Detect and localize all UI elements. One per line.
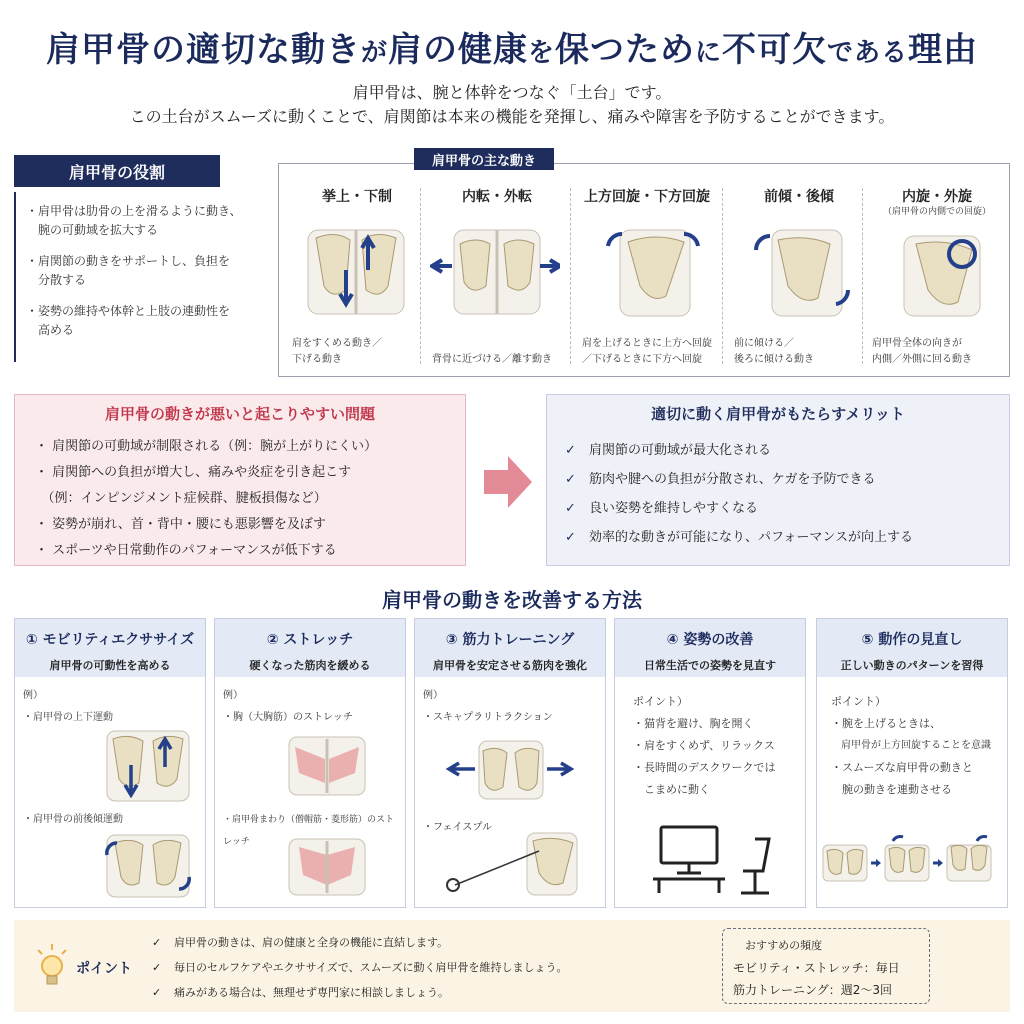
divider bbox=[570, 188, 571, 364]
method-card-mobility: ① モビリティエクササイズ 肩甲骨の可動性を高める 例） ・肩甲骨の上下運動 ・肩甲骨の前後傾運動 bbox=[14, 618, 206, 908]
title-seg: が bbox=[360, 38, 388, 68]
problem-item: （例：インピンジメント症候群、腱板損傷など） bbox=[35, 491, 327, 506]
intro-line-1: 肩甲骨は、腕と体幹をつなぐ「土台」です。 bbox=[352, 83, 672, 102]
role-item: ・ 肩甲骨は肋骨の上を滑るように動き、 腕の可動域を拡大する bbox=[26, 204, 242, 237]
check-icon: ✓ bbox=[565, 501, 576, 516]
divider bbox=[420, 188, 421, 364]
scapula-rotation-icon bbox=[592, 220, 712, 320]
face-pull-icon bbox=[443, 829, 583, 899]
divider bbox=[722, 188, 723, 364]
methods-heading: 肩甲骨の動きを改善する方法 bbox=[382, 588, 642, 612]
title-seg: 不可欠 bbox=[722, 30, 828, 70]
point-label: ポイント bbox=[76, 961, 132, 977]
check-icon: ✓ bbox=[565, 443, 576, 458]
title-seg: を bbox=[527, 38, 555, 68]
movements-heading: 肩甲骨の主な動き bbox=[414, 148, 554, 170]
check-icon: ✓ bbox=[152, 936, 162, 949]
scapula-elevation-icon bbox=[103, 727, 193, 803]
movement-abduction: 内転・外転 背骨に近づける／離す動き bbox=[424, 186, 570, 368]
frequency-item: モビリティ・ストレッチ：毎日 bbox=[733, 961, 900, 975]
role-item: ・ 肩関節の動きをサポートし、負担を 分散する bbox=[26, 254, 231, 287]
point-item: ✓ 毎日のセルフケアやエクササイズで、スムーズに動く肩甲骨を維持しましょう。 bbox=[152, 955, 567, 980]
title-seg: 肩甲骨の適切な動き bbox=[45, 30, 361, 70]
scapula-retraction-icon bbox=[445, 737, 575, 803]
lightbulb-icon bbox=[34, 942, 70, 990]
back-muscle-icon bbox=[285, 835, 369, 899]
divider bbox=[862, 188, 863, 364]
title-seg: 理由 bbox=[908, 30, 979, 70]
problem-item: ・ スポーツや日常動作のパフォーマンスが低下する bbox=[35, 543, 337, 558]
method-card-strength: ③ 筋力トレーニング 肩甲骨を安定させる筋肉を強化 例） ・スキャプラリトラクション ・フェイスプル bbox=[414, 618, 606, 908]
problems-heading: 肩甲骨の動きが悪いと起こりやすい問題 bbox=[104, 405, 375, 423]
check-icon: ✓ bbox=[565, 530, 576, 545]
benefits-panel bbox=[546, 394, 1010, 566]
movement-tilt: 前傾・後傾 前に傾ける／ 後ろに傾ける動き bbox=[726, 186, 872, 368]
problem-item: ・ 姿勢が崩れ、首・背中・腰にも悪影響を及ぼす bbox=[35, 517, 326, 532]
benefit-item: ✓ 肩関節の可動域が最大化される bbox=[565, 436, 1009, 465]
method-card-posture: ④ 姿勢の改善 日常生活での姿勢を見直す ポイント） ・猫背を避け、胸を開く ・肩をすくめず、リラックス ・長時間のデスクワークでは こまめに動く bbox=[614, 618, 806, 908]
page-title bbox=[0, 22, 1024, 71]
scapula-elevation-icon bbox=[302, 220, 412, 320]
role-item: ・ 姿勢の維持や体幹と上肢の連動性を 高める bbox=[26, 304, 231, 337]
scapula-internal-rotation-icon bbox=[882, 230, 1002, 320]
benefit-item: ✓ 筋肉や腱への負担が分散され、ケガを予防できる bbox=[565, 465, 1009, 494]
title-seg: 肩の健康 bbox=[387, 30, 528, 70]
problems-panel bbox=[14, 394, 466, 566]
scapula-abduction-icon bbox=[430, 220, 560, 320]
movement-internal-rotation: 内旋・外旋 （肩甲骨の内側での回旋） 肩甲骨全体の向きが 内側／外側に回る動き bbox=[864, 186, 1010, 368]
title-seg: に bbox=[695, 38, 723, 68]
scapula-tilt-icon bbox=[744, 220, 864, 320]
benefits-heading: 適切に動く肩甲骨がもたらすメリット bbox=[651, 405, 905, 423]
title-seg: である bbox=[827, 38, 909, 68]
problem-item: ・ 肩関節の可動域が制限される（例：腕が上がりにくい） bbox=[35, 439, 378, 454]
frequency-box bbox=[722, 928, 930, 1004]
point-bar bbox=[14, 920, 1010, 1012]
check-icon: ✓ bbox=[152, 961, 162, 974]
intro-line-2: この土台がスムーズに動くことで、肩関節は本来の機能を発揮し、痛みや障害を予防することができます。 bbox=[129, 107, 895, 126]
title-seg: 保つため bbox=[555, 30, 695, 70]
role-list bbox=[14, 192, 264, 362]
role-heading: 肩甲骨の役割 bbox=[14, 155, 220, 187]
point-item: ✓ 肩甲骨の動きは、肩の健康と全身の機能に直結します。 bbox=[152, 930, 567, 955]
check-icon: ✓ bbox=[152, 986, 162, 999]
problems-list bbox=[15, 424, 465, 564]
arrow-right-icon bbox=[484, 456, 532, 508]
benefits-list bbox=[547, 424, 1009, 552]
benefit-item: ✓ 良い姿勢を維持しやすくなる bbox=[565, 494, 1009, 523]
movement-rotation: 上方回旋・下方回旋 肩を上げるときに上方へ回旋 ／下げるときに下方へ回旋 bbox=[582, 189, 712, 365]
point-item: ✓ 痛みがある場合は、無理せず専門家に相談しましょう。 bbox=[152, 980, 567, 1005]
frequency-item: 筋力トレーニング：週2〜3回 bbox=[733, 983, 893, 997]
method-card-movement: ⑤ 動作の見直し 正しい動きのパターンを習得 ポイント） ・腕を上げるときは、 肩甲骨が上方回旋することを意識 ・スムーズな肩甲骨の動きと 腕の動きを連動させる bbox=[816, 618, 1008, 908]
movement-elevation: 挙上・下制 肩をすくめる動き／ 下げる動き bbox=[284, 186, 430, 368]
desk-chair-icon bbox=[651, 825, 781, 895]
check-icon: ✓ bbox=[565, 472, 576, 487]
point-list bbox=[152, 930, 567, 1005]
method-card-stretch: ② ストレッチ 硬くなった筋肉を緩める 例） ・胸（大胸筋）のストレッチ ・肩甲骨まわり（僧帽筋・菱形筋）のストレッチ bbox=[214, 618, 406, 908]
benefit-item: ✓ 効率的な動きが可能になり、パフォーマンスが向上する bbox=[565, 523, 1009, 552]
scapula-tilt-icon bbox=[103, 831, 193, 899]
problem-item: ・ 肩関節への負担が増大し、痛みや炎症を引き起こす bbox=[35, 465, 352, 480]
movement-sequence-icon bbox=[821, 831, 1005, 887]
chest-muscle-icon bbox=[285, 733, 369, 799]
frequency-title: おすすめの頻度 bbox=[745, 939, 823, 952]
